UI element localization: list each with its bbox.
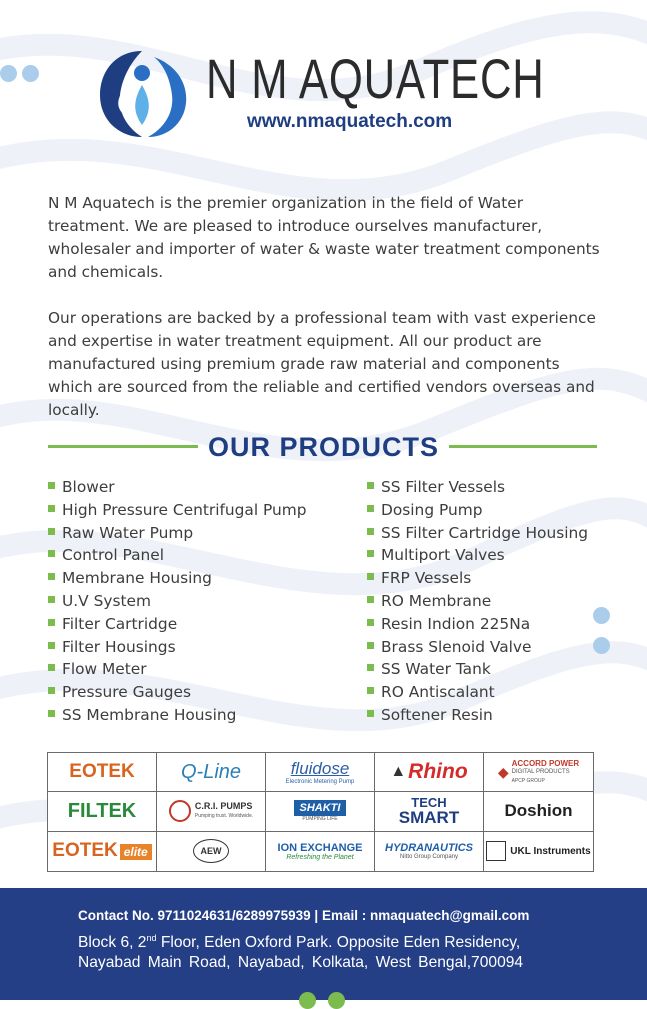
address-line-1-start: Block 6, 2 [78, 934, 147, 952]
bullet-icon [48, 505, 55, 512]
product-label: RO Antiscalant [381, 683, 495, 702]
list-item [48, 522, 307, 545]
product-label: SS Water Tank [381, 660, 491, 679]
apcp-group: APCP GROUP [511, 777, 545, 784]
product-label: Filter Cartridge [62, 614, 178, 633]
list-item [367, 567, 588, 590]
cri-tagline: Pumping trust. Worldwide. [194, 813, 254, 820]
intro-paragraph-2: Our operations are backed by a professional team with vast experience and expertise in water treatment equipment. All our product are manufactured using premium grade raw material and components which are sourced from the reliable and certified vendors overseas and locally. [48, 309, 596, 419]
decor-dot [0, 65, 17, 82]
address-line-1 [78, 933, 520, 952]
smart-word: SMART [398, 808, 460, 828]
product-label: SS Filter Vessels [381, 478, 506, 496]
bullet-icon [367, 619, 374, 626]
footer-dot [299, 992, 316, 1009]
product-label: Control Panel [62, 546, 165, 565]
elite-badge [118, 840, 152, 862]
list-item [367, 590, 588, 613]
address-line-1-end: Floor, Eden Oxford Park. Opposite Eden Residency, [156, 934, 521, 952]
bullet-icon [367, 573, 374, 580]
bullet-icon [367, 687, 374, 694]
accord-logo: ACCORD POWER [511, 758, 580, 768]
cri-text [195, 801, 253, 821]
doshion-logo: Doshion [504, 801, 573, 821]
bullet-icon [48, 550, 55, 557]
bullet-icon [48, 596, 55, 603]
list-item [367, 636, 588, 659]
product-label: U.V System [62, 591, 151, 610]
list-item [48, 636, 307, 659]
shakti-logo: SHAKTI [294, 800, 347, 816]
bullet-icon [48, 619, 55, 626]
brand-ionexchange [266, 832, 375, 871]
eotek-logo: EOTEK [69, 761, 135, 783]
products-heading-text: OUR PRODUCTS [208, 432, 440, 462]
bullet-icon [48, 710, 55, 717]
brand-ukl [484, 832, 593, 871]
brand-eotek [48, 753, 157, 792]
brand-logo-grid [47, 752, 594, 872]
list-item [367, 681, 588, 704]
bullet-icon [48, 482, 55, 489]
address-line-2: Nayabad Main Road, Nayabad, Kolkata, West Bengal,700094 [78, 954, 524, 971]
list-item [367, 522, 588, 545]
bullet-icon [48, 528, 55, 535]
product-label: Multiport Valves [381, 546, 505, 565]
bullet-icon [367, 482, 374, 489]
rhino-icon: ▲ [390, 763, 407, 781]
eotekelite-logo: EOTEK [52, 840, 118, 862]
fluidose-tagline: Electronic Metering Pump [285, 779, 355, 786]
qline-logo: Q-Line [180, 760, 242, 783]
product-label: Pressure Gauges [62, 683, 191, 702]
decor-dot [593, 607, 610, 624]
list-item [48, 681, 307, 704]
brand-rhino [375, 753, 484, 792]
brand-qline [157, 753, 266, 792]
techsmart-logo [399, 796, 459, 826]
list-item [367, 613, 588, 636]
fluidose-logo: fluidose [290, 759, 350, 779]
bullet-icon [48, 664, 55, 671]
list-item [48, 544, 307, 567]
product-label: Filter Housings [62, 637, 176, 656]
brand-name: N M AQUATECH [206, 47, 545, 110]
footer [0, 888, 647, 1000]
products-heading [48, 432, 598, 462]
decor-dot [22, 65, 39, 82]
brand-aew [157, 832, 266, 871]
list-item [48, 704, 307, 727]
product-label: SS Membrane Housing [62, 705, 237, 724]
bullet-icon [367, 596, 374, 603]
accord-text [512, 759, 580, 786]
aew-logo: AEW [193, 839, 229, 863]
product-label: SS Filter Cartridge Housing [381, 523, 589, 542]
list-item [367, 658, 588, 681]
apcp-diamond-icon: ◆ [497, 763, 509, 780]
product-label: Membrane Housing [62, 569, 212, 588]
list-item [367, 499, 588, 522]
brand-cri [157, 792, 266, 831]
brand-fluidose [266, 753, 375, 792]
heading-rule-left [48, 445, 198, 448]
product-label: Blower [62, 478, 115, 496]
elite-text: elite [120, 844, 152, 860]
brand-eotekelite [48, 832, 157, 871]
product-label: Dosing Pump [381, 500, 483, 519]
ukl-box-icon [486, 841, 506, 861]
list-item [367, 476, 588, 499]
hydranautics-logo: HYDRANAUTICS [385, 842, 473, 855]
product-list-left [48, 476, 307, 727]
contact-info: Contact No. 9711024631/6289975939 | Email : nmaquatech@gmail.com [78, 908, 530, 923]
product-label: Brass Slenoid Valve [381, 637, 532, 656]
product-label: FRP Vessels [381, 569, 472, 588]
rhino-logo: Rhino [408, 760, 468, 784]
brand-filtek [48, 792, 157, 831]
product-label: RO Membrane [381, 591, 492, 610]
bullet-icon [367, 528, 374, 535]
list-item [48, 499, 307, 522]
cri-logo: C.R.I. PUMPS [194, 801, 253, 812]
list-item [367, 704, 588, 727]
brand-accord [484, 753, 593, 792]
water-drop-logo-icon [96, 47, 188, 139]
brand-hydranautics [375, 832, 484, 871]
footer-dot [328, 992, 345, 1009]
tech-word: TECH [411, 795, 447, 811]
hydranautics-tagline: Nitto Group Company [399, 854, 459, 861]
list-item [48, 613, 307, 636]
accord-sub: DIGITAL PRODUCTS [511, 768, 570, 775]
list-item [48, 590, 307, 613]
website-link[interactable]: www.nmaquatech.com [247, 111, 453, 132]
bullet-icon [48, 642, 55, 649]
decor-dot [593, 637, 610, 654]
ionexchange-logo: ION EXCHANGE [277, 841, 363, 854]
intro-paragraph-1: N M Aquatech is the premier organization in the field of Water treatment. We are pleased to introduce ourselves manufacturer, wholesaler and importer of water & waste water treatment components and chemicals. [48, 194, 600, 281]
bullet-icon [48, 687, 55, 694]
list-item [48, 658, 307, 681]
bullet-icon [367, 710, 374, 717]
brand-header [96, 45, 545, 140]
bullet-icon [367, 505, 374, 512]
brand-shakti [266, 792, 375, 831]
product-label: Flow Meter [62, 660, 147, 679]
address-ordinal: nd [146, 933, 157, 943]
product-label: Resin Indion 225Na [381, 614, 531, 633]
ionexchange-tagline: Refreshing the Planet [286, 853, 354, 861]
bullet-icon [367, 664, 374, 671]
bullet-icon [367, 642, 374, 649]
shakti-tagline: PUMPING LIFE [302, 816, 338, 823]
cri-circle-icon [169, 800, 191, 822]
list-item [48, 567, 307, 590]
product-label: High Pressure Centrifugal Pump [62, 500, 307, 519]
product-label: Raw Water Pump [62, 523, 194, 542]
product-label: Softener Resin [381, 705, 493, 724]
list-item [367, 544, 588, 567]
bullet-icon [48, 573, 55, 580]
brand-techsmart [375, 792, 484, 831]
list-item [48, 476, 307, 499]
heading-rule-right [449, 445, 597, 448]
brand-doshion [484, 792, 593, 831]
product-list-right [367, 476, 588, 727]
ukl-logo: UKL Instruments [510, 845, 591, 857]
bullet-icon [367, 550, 374, 557]
filtek-logo: FILTEK [67, 799, 137, 822]
